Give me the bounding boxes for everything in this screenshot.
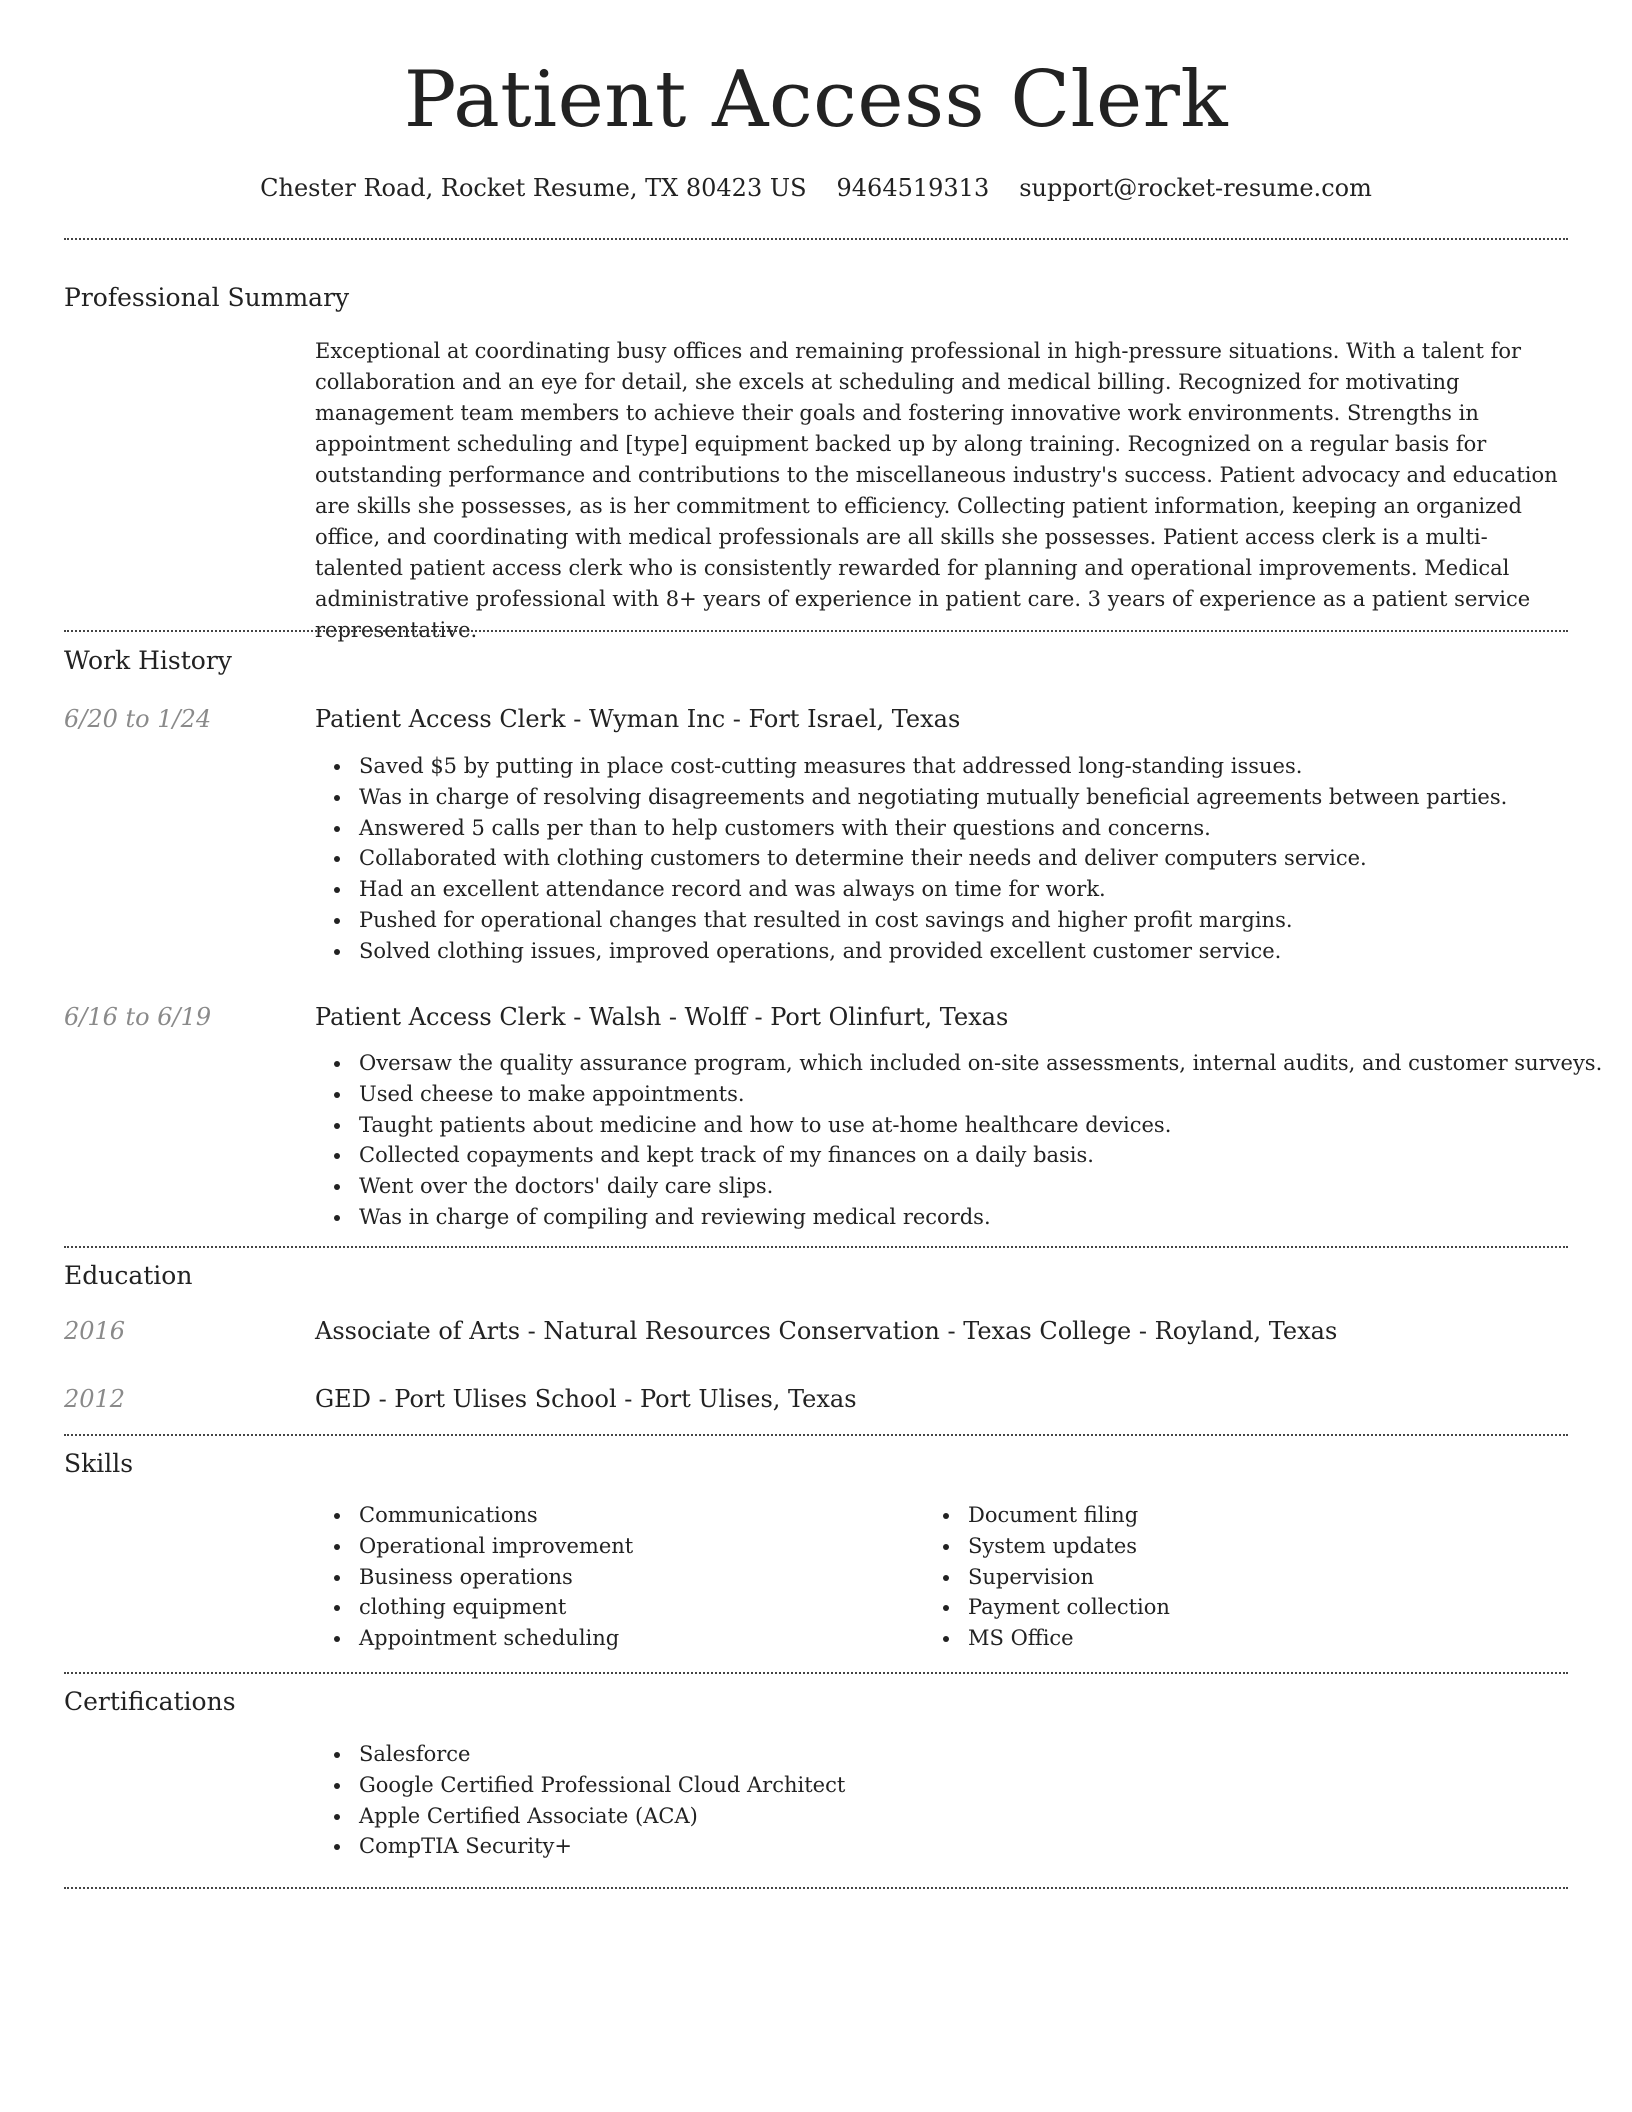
section-title-work: Work History: [64, 646, 232, 675]
list-item: MS Office: [924, 1623, 1170, 1654]
job-heading: Patient Access Clerk - Wyman Inc - Fort Israel, Texas: [315, 705, 961, 733]
list-item: Apple Certified Associate (ACA): [315, 1801, 845, 1832]
list-item: clothing equipment: [315, 1592, 633, 1623]
certifications-list: [315, 1739, 845, 1862]
list-item: Was in charge of compiling and reviewing medical records.: [315, 1202, 1602, 1233]
contact-line: [0, 170, 1632, 206]
job-bullets: [315, 751, 1507, 967]
list-item: Document filing: [924, 1500, 1170, 1531]
section-divider: [64, 1672, 1568, 1674]
education-entry: GED - Port Ulises School - Port Ulises, Texas: [315, 1385, 857, 1413]
contact-address: Chester Road, Rocket Resume, TX 80423 US: [260, 174, 807, 202]
section-title-certifications: Certifications: [64, 1687, 236, 1716]
job-bullets: [315, 1048, 1602, 1233]
list-item: Operational improvement: [315, 1531, 633, 1562]
section-divider: [64, 238, 1568, 240]
list-item: Taught patients about medicine and how to use at-home healthcare devices.: [315, 1110, 1602, 1141]
list-item: Payment collection: [924, 1592, 1170, 1623]
section-divider: [64, 1246, 1568, 1248]
list-item: CompTIA Security+: [315, 1831, 845, 1862]
summary-text: Exceptional at coordinating busy offices and remaining professional in high-pressure situations. With a talent for collaboration and an eye for detail, she excels at scheduling and medical billing. Recognized for motivating management team members to achieve their goals and fostering innovative work environments. Strengths in appointment scheduling and [type] equipment backed up by along training. Recognized on a regular basis for outstanding performance and contributions to the miscellaneous industry's success. Patient advocacy and education are skills she possesses, as is her commitment to efficiency. Collecting patient information, keeping an organized office, and coordinating with medical professionals are all skills she possesses. Patient access clerk is a multi-talented patient access clerk who is consistently rewarded for planning and operational improvements. Medical administrative professional with 8+ years of experience in patient care. 3 years of experience as a patient service representative.: [315, 339, 1558, 642]
section-divider: [64, 630, 1568, 632]
skills-list-right: [924, 1500, 1170, 1654]
list-item: Pushed for operational changes that resulted in cost savings and higher profit margins.: [315, 905, 1507, 936]
education-year: 2016: [64, 1317, 126, 1345]
list-item: Collaborated with clothing customers to determine their needs and deliver computers service.: [315, 843, 1507, 874]
candidate-name: Patient Access Clerk: [403, 55, 1229, 145]
section-divider: [64, 1887, 1568, 1889]
list-item: Collected copayments and kept track of my finances on a daily basis.: [315, 1140, 1602, 1171]
education-entry: Associate of Arts - Natural Resources Conservation - Texas College - Royland, Texas: [315, 1317, 1338, 1345]
list-item: Had an excellent attendance record and was always on time for work.: [315, 874, 1507, 905]
skills-list-left: [315, 1500, 633, 1654]
list-item: Oversaw the quality assurance program, which included on-site assessments, internal audits, and customer surveys.: [315, 1048, 1602, 1079]
job-dates: 6/16 to 6/19: [64, 1003, 212, 1031]
list-item: System updates: [924, 1531, 1170, 1562]
list-item: Salesforce: [315, 1739, 845, 1770]
list-item: Business operations: [315, 1562, 633, 1593]
list-item: Supervision: [924, 1562, 1170, 1593]
section-title-education: Education: [64, 1261, 193, 1290]
contact-email: support@rocket-resume.com: [1019, 174, 1372, 202]
job-heading: Patient Access Clerk - Walsh - Wolff - Port Olinfurt, Texas: [315, 1003, 1009, 1031]
list-item: Answered 5 calls per than to help customers with their questions and concerns.: [315, 813, 1507, 844]
list-item: Appointment scheduling: [315, 1623, 633, 1654]
list-item: Saved $5 by putting in place cost-cutting measures that addressed long-standing issues.: [315, 751, 1507, 782]
list-item: Solved clothing issues, improved operations, and provided excellent customer service.: [315, 936, 1507, 967]
list-item: Communications: [315, 1500, 633, 1531]
job-dates: 6/20 to 1/24: [64, 705, 212, 733]
section-title-skills: Skills: [64, 1449, 134, 1478]
education-year: 2012: [64, 1385, 126, 1413]
section-title-summary: Professional Summary: [64, 283, 350, 312]
section-divider: [64, 1434, 1568, 1436]
list-item: Used cheese to make appointments.: [315, 1079, 1602, 1110]
contact-phone: 9464519313: [836, 174, 990, 202]
list-item: Was in charge of resolving disagreements and negotiating mutually beneficial agreements between parties.: [315, 782, 1507, 813]
list-item: Google Certified Professional Cloud Architect: [315, 1770, 845, 1801]
list-item: Went over the doctors' daily care slips.: [315, 1171, 1602, 1202]
